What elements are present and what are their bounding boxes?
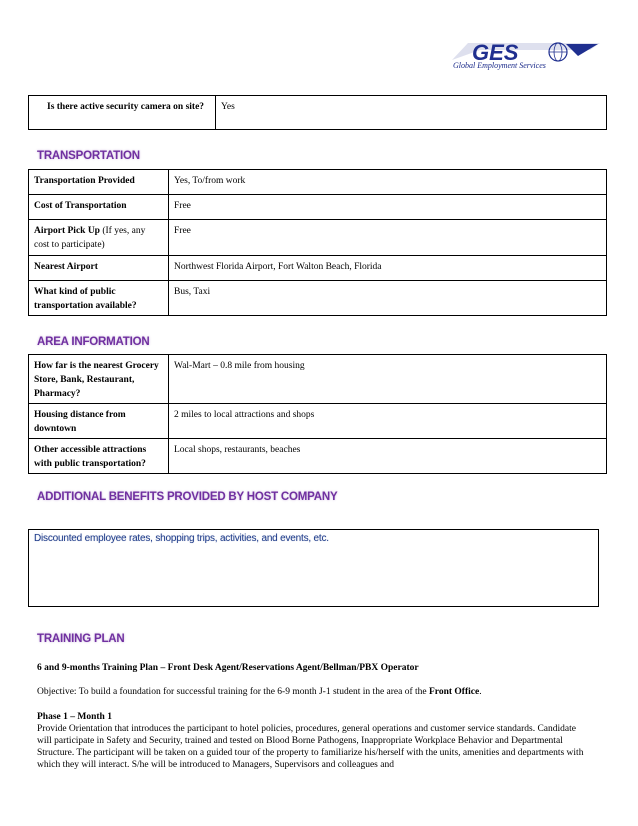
training-heading: TRAINING PLAN bbox=[37, 633, 125, 645]
transport-label-note: (If yes, any cost to participate) bbox=[34, 226, 146, 250]
security-table bbox=[28, 95, 607, 130]
transport-label: Airport Pick Up bbox=[34, 226, 100, 236]
transport-label: Transportation Provided bbox=[29, 170, 169, 195]
objective-bold: Front Office bbox=[429, 687, 480, 697]
transport-label: Nearest Airport bbox=[29, 256, 169, 281]
security-label: Is there active security camera on site? bbox=[29, 96, 216, 130]
training-objective bbox=[37, 686, 593, 698]
transport-label-cell bbox=[29, 220, 169, 256]
area-value: Local shops, restaurants, beaches bbox=[169, 439, 607, 474]
transport-value: Northwest Florida Airport, Fort Walton Beach, Florida bbox=[169, 256, 607, 281]
objective-prefix: Objective: To build a foundation for successful training for the 6-9 month J-1 student in the area of the bbox=[37, 687, 429, 697]
area-table bbox=[28, 354, 607, 474]
transport-label: What kind of public transportation available? bbox=[29, 281, 169, 316]
transportation-table bbox=[28, 169, 607, 316]
benefits-box bbox=[28, 529, 599, 607]
area-label: Housing distance from downtown bbox=[29, 404, 169, 439]
transport-label: Cost of Transportation bbox=[29, 195, 169, 220]
security-value: Yes bbox=[216, 96, 607, 130]
area-label: Other accessible attractions with public transportation? bbox=[29, 439, 169, 474]
area-value: Wal-Mart – 0.8 mile from housing bbox=[169, 355, 607, 404]
transport-value: Bus, Taxi bbox=[169, 281, 607, 316]
phase-title: Phase 1 – Month 1 bbox=[37, 712, 112, 722]
transportation-heading: TRANSPORTATION bbox=[37, 150, 140, 162]
transport-value: Yes, To/from work bbox=[169, 170, 607, 195]
logo-mark: GES bbox=[472, 40, 519, 65]
phase-text: Provide Orientation that introduces the participant to hotel policies, procedures, general operations and customer service standards. Candidate will participate in Safety and Security, trained and tested on Blood Borne Pathogens, Inappropriate Workplace Behavior and Departmental Structure. The participant will be taken on a guided tour of the property to familiarize his/herself with the units, amenities and departments with which they will interact. S/he will be introduced to Managers, Supervisors and colleagues and bbox=[37, 724, 584, 770]
area-heading: AREA INFORMATION bbox=[37, 336, 150, 348]
transport-value: Free bbox=[169, 195, 607, 220]
logo-subtitle: Global Employment Services bbox=[453, 61, 546, 70]
area-value: 2 miles to local attractions and shops bbox=[169, 404, 607, 439]
objective-suffix: . bbox=[479, 687, 482, 697]
transport-value: Free bbox=[169, 220, 607, 256]
training-title: 6 and 9-months Training Plan – Front Desk Agent/Reservations Agent/Bellman/PBX Operator bbox=[37, 663, 419, 673]
benefits-text: Discounted employee rates, shopping trips, activities, and events, etc. bbox=[34, 533, 329, 544]
benefits-heading: ADDITIONAL BENEFITS PROVIDED BY HOST COMPANY bbox=[37, 491, 338, 503]
area-label: How far is the nearest Grocery Store, Bank, Restaurant, Pharmacy? bbox=[29, 355, 169, 404]
